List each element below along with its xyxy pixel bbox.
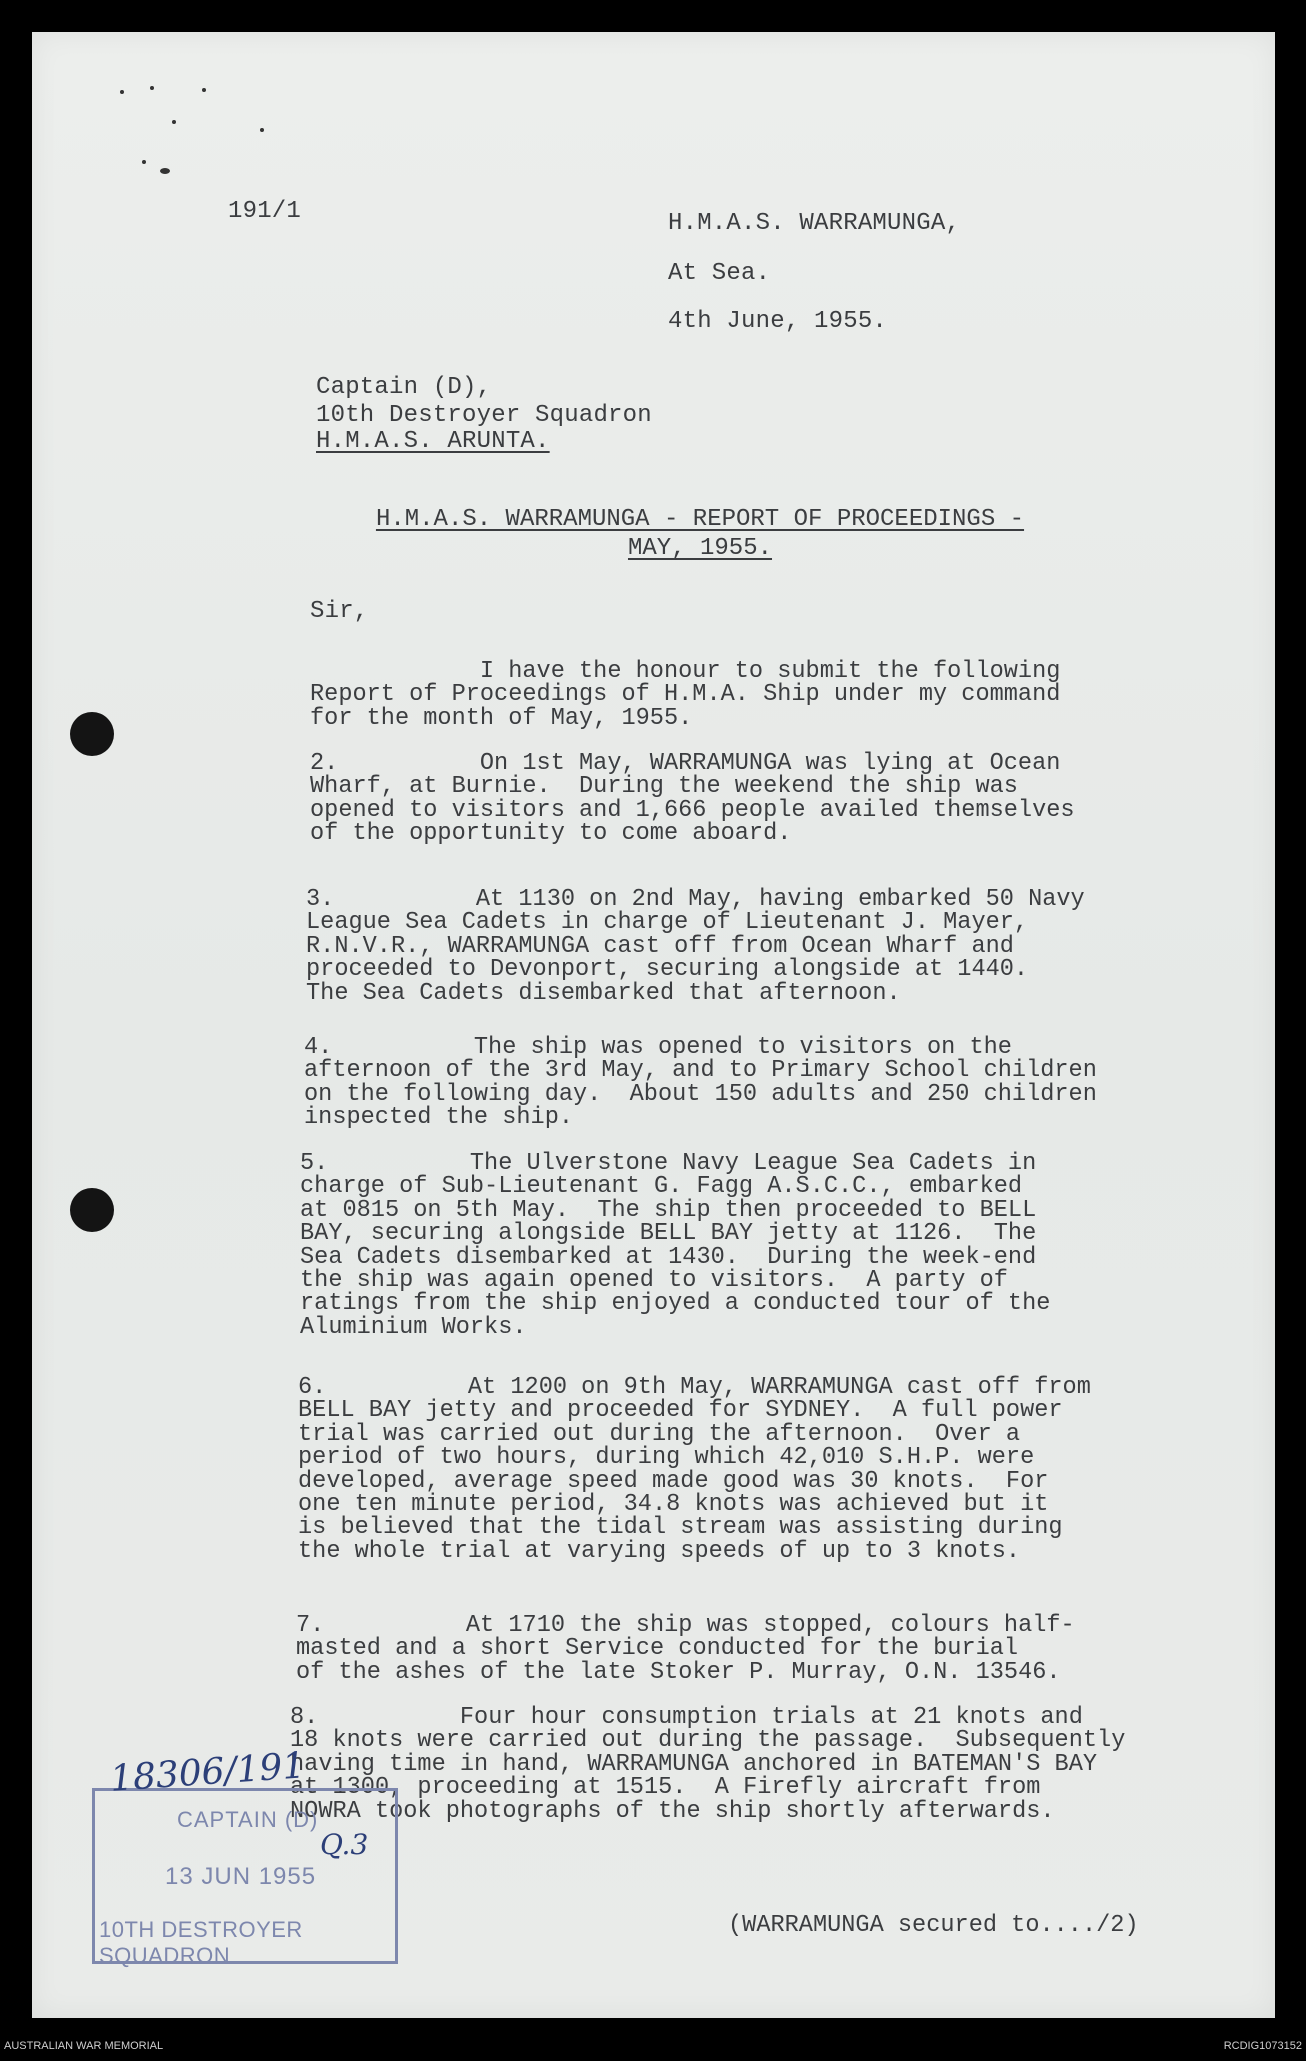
file-reference: 191/1: [228, 198, 302, 225]
subject-heading: [300, 506, 1100, 562]
punch-hole-top: [70, 712, 114, 756]
footer-record-id: RCDIG1073152: [1223, 2040, 1302, 2052]
paragraph-7: 7. At 1710 the ship was stopped, colours half- masted and a short Service conducted for the burial of the ashes of the late Stoker P. Murray, O.N. 13546.: [296, 1612, 1075, 1686]
footer-institution: AUSTRALIAN WAR MEMORIAL: [4, 2040, 164, 2052]
recipient-squadron: 10th Destroyer Squadron: [316, 402, 652, 429]
paragraph-2: 2. On 1st May, WARRAMUNGA was lying at Ocean Wharf, at Burnie. During the weekend the ship was opened to visitors and 1,666 people availed themselves of the opportunity to come aboard.: [310, 750, 1075, 848]
handwritten-note: Q.3: [320, 1828, 369, 1861]
paragraph-1: I have the honour to submit the following Report of Proceedings of H.M.A. Ship under my command for the month of May, 1955.: [310, 658, 1061, 732]
sender-ship: H.M.A.S. WARRAMUNGA,: [668, 210, 961, 237]
punch-hole-bottom: [70, 1188, 114, 1232]
subject-line-2: MAY, 1955.: [627, 535, 773, 562]
stamp-squadron: 10TH DESTROYER SQUADRON: [99, 1917, 303, 1968]
recipient-ship: H.M.A.S. ARUNTA.: [316, 428, 550, 455]
subject-line-1: H.M.A.S. WARRAMUNGA - REPORT OF PROCEEDINGS -: [375, 506, 1025, 533]
paragraph-5: 5. The Ulverstone Navy League Sea Cadets in charge of Sub-Lieutenant G. Fagg A.S.C.C., embarked at 0815 on 5th May. The ship then proceeded to BELL BAY, securing alongside BELL BAY jetty at 1126. The Sea Cadets disembarked at 1430. During the week-end the ship was again opened to visitors. A party of ratings from the ship enjoyed a conducted tour of the Aluminium Works.: [300, 1150, 1051, 1341]
salutation: Sir,: [310, 598, 369, 625]
paragraph-6: 6. At 1200 on 9th May, WARRAMUNGA cast off from BELL BAY jetty and proceeded for SYDNEY. A full power trial was carried out during the afternoon. Over a period of two hours, during which 42,010 S.H.P. were developed, average speed made good was 30 knots. For one ten minute period, 34.8 knots was achieved but it is believed that the tidal stream was assisting during the whole trial at varying speeds of up to 3 knots.: [298, 1374, 1091, 1565]
paragraph-3: 3. At 1130 on 2nd May, having embarked 50 Navy League Sea Cadets in charge of Lieutenant J. Mayer, R.N.V.R., WARRAMUNGA cast off from Ocean Wharf and proceeded to Devonport, securing alongside at 1440. The Sea Cadets disembarked that afternoon.: [306, 886, 1085, 1007]
paragraph-8: 8. Four hour consumption trials at 21 knots and 18 knots were carried out during the passage. Subsequently having time in hand, WARRAMUNGA anchored in BATEMAN'S BAY at 1300, proceeding at 1515. A Firefly aircraft from NOWRA took photographs of the ship shortly afterwards.: [290, 1704, 1126, 1825]
paragraph-4: 4. The ship was opened to visitors on the afternoon of the 3rd May, and to Primary School children on the following day. About 150 adults and 250 children inspected the ship.: [304, 1034, 1097, 1132]
stamp-date: 13 JUN 1955: [165, 1863, 317, 1890]
recipient-title: Captain (D),: [316, 374, 492, 401]
sender-location: At Sea.: [668, 260, 771, 287]
stamp-office: CAPTAIN (D): [177, 1807, 319, 1832]
handwritten-file-number: 18306/191: [108, 1745, 307, 1800]
receipt-stamp: [92, 1788, 398, 1968]
letter-date: 4th June, 1955.: [668, 308, 888, 335]
continuation-line: (WARRAMUNGA secured to..../2): [728, 1912, 1139, 1939]
